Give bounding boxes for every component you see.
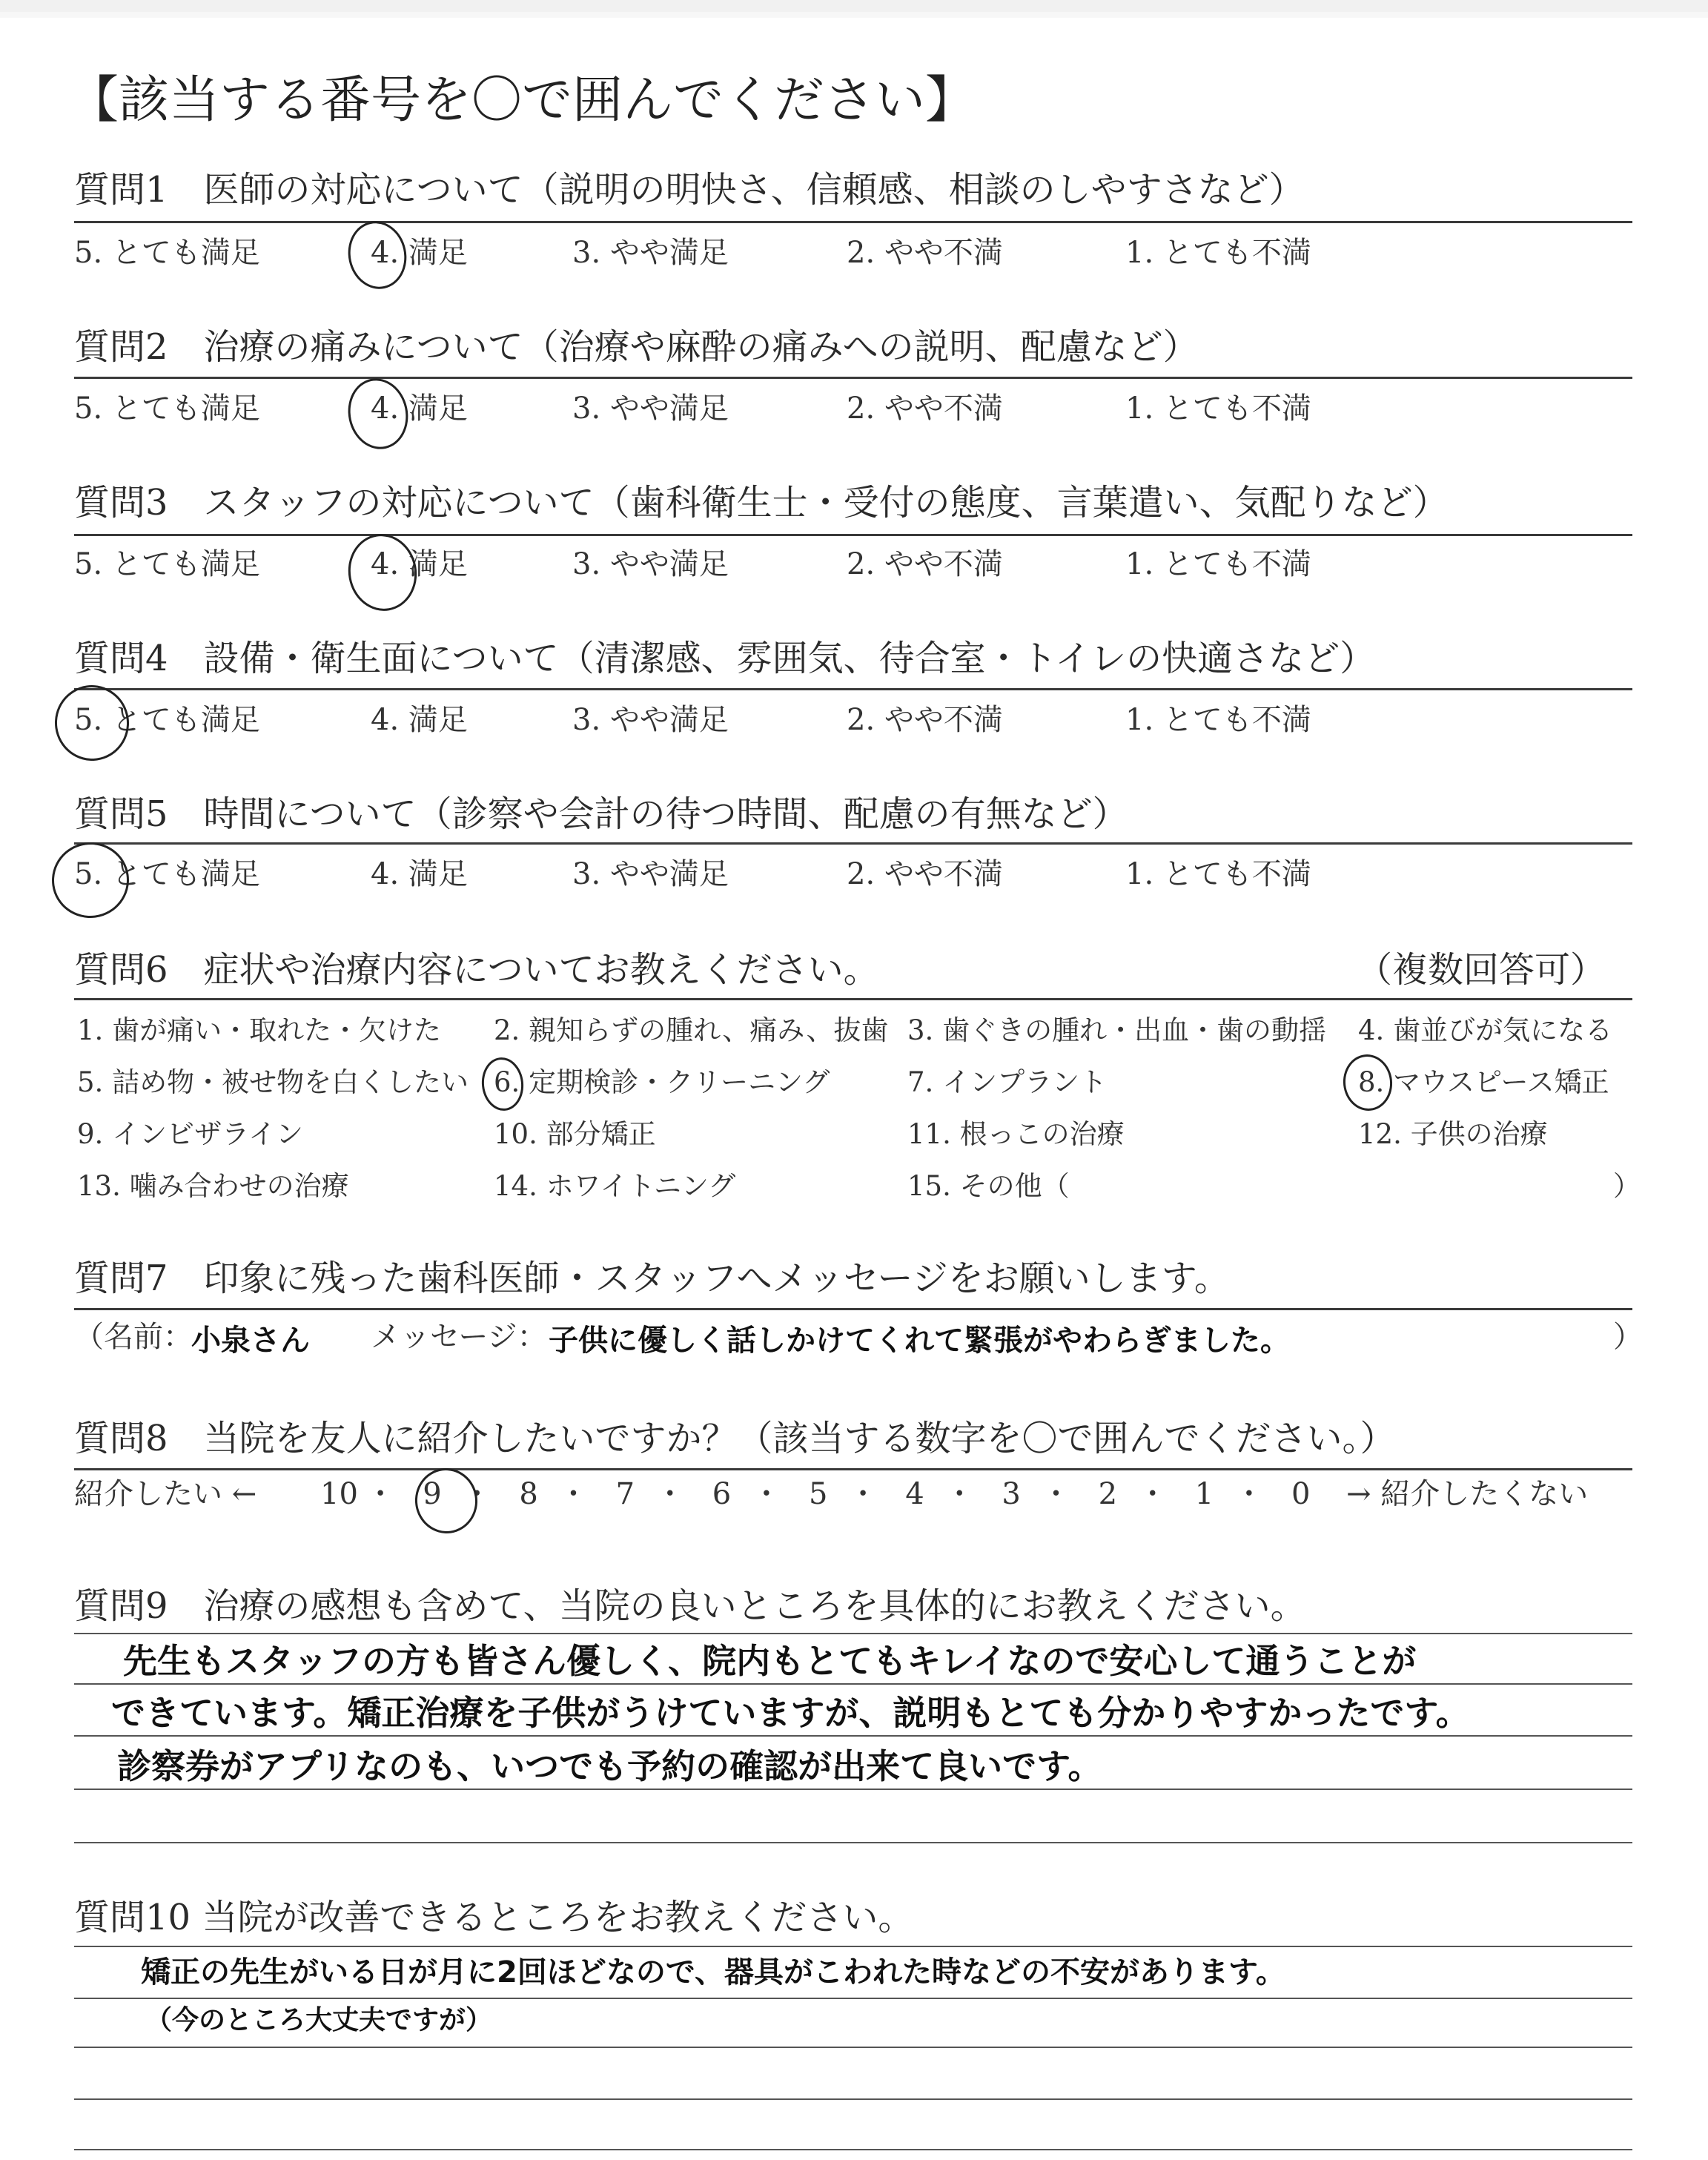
q8-scale-dot: ・ [944,1477,975,1511]
q2-title: 質問2 治療の痛みについて（治療や麻酔の痛みへの説明、配慮など） [74,326,1199,368]
q7-close-paren: ） [1613,1320,1643,1354]
q8-scale-dot: ・ [655,1477,685,1511]
q8-right-label: → 紹介したくない [1346,1477,1589,1511]
q10-line-1 [74,1998,1632,1999]
scan-top-edge [0,0,1708,12]
q6-rule [74,998,1632,1000]
q8-scale-value-0[interactable]: 0 [1291,1477,1311,1511]
q2-rule [74,377,1632,379]
q10-line-0 [74,1946,1632,1947]
q10-line-2 [74,2047,1632,2048]
q10-line-4 [74,2149,1632,2150]
q2-selection-circle [342,373,414,455]
q8-scale-value-8[interactable]: 8 [519,1477,538,1511]
q8-scale-value-4[interactable]: 4 [905,1477,924,1511]
q4-option-4[interactable]: 4. 満足 [371,703,468,737]
q7-message-label: メッセージ： [371,1320,547,1354]
q6-item-10[interactable]: 10. 部分矯正 [494,1118,656,1150]
q2-option-4[interactable]: 4. 満足 [371,392,468,426]
q8-scale-value-3[interactable]: 3 [1002,1477,1021,1511]
q2-option-2[interactable]: 2. やや不満 [847,392,1003,426]
q8-scale-value-1[interactable]: 1 [1194,1477,1214,1511]
q9-answer-line-3[interactable]: 診察券がアプリなのも、いつでも予約の確認が出来て良いです。 [117,1746,1102,1786]
q5-option-1[interactable]: 1. とても不満 [1125,857,1311,891]
q8-scale-dot: ・ [751,1477,781,1511]
q1-option-1[interactable]: 1. とても不満 [1125,236,1311,270]
q3-rule [74,534,1632,536]
q8-scale-dot: ・ [365,1477,396,1511]
q1-option-5[interactable]: 5. とても満足 [74,236,260,270]
q7-title: 質問7 印象に残った歯科医師・スタッフへメッセージをお願いします。 [74,1258,1230,1299]
q4-selection-circle [50,681,133,766]
q6-item-1[interactable]: 1. 歯が痛い・取れた・欠けた [77,1014,442,1046]
q5-option-2[interactable]: 2. やや不満 [847,857,1003,891]
q2-option-1[interactable]: 1. とても不満 [1125,392,1311,426]
q6-selection-circle-8 [1340,1052,1395,1113]
q6-item-2[interactable]: 2. 親知らずの腫れ、痛み、抜歯 [494,1014,889,1046]
q6-item-4[interactable]: 4. 歯並びが気になる [1358,1014,1613,1046]
q3-option-3[interactable]: 3. やや満足 [572,547,729,581]
q6-multi-answer-note: （複数回答可） [1357,949,1606,991]
q8-scale-dot: ・ [1234,1477,1264,1511]
q9-line-0 [74,1633,1632,1634]
q4-option-1[interactable]: 1. とても不満 [1125,703,1311,737]
q6-item-15-close: ） [1613,1170,1641,1202]
q5-option-3[interactable]: 3. やや満足 [572,857,729,891]
q9-line-2 [74,1735,1632,1737]
q1-rule [74,221,1632,223]
q10-answer-line-1[interactable]: 矯正の先生がいる日が月に2回ほどなので、器具がこわれた時などの不安があります。 [141,1955,1285,1989]
q8-scale-dot: ・ [558,1477,589,1511]
q4-option-2[interactable]: 2. やや不満 [847,703,1003,737]
q8-scale-value-9[interactable]: 9 [423,1477,442,1511]
q1-option-2[interactable]: 2. やや不満 [847,236,1003,270]
q7-message-handwritten[interactable]: 子供に優しく話しかけてくれて緊張がやわらぎました。 [549,1324,1290,1358]
q8-scale-value-10[interactable]: 10 [320,1477,358,1511]
q1-title: 質問1 医師の対応について（説明の明快さ、信頼感、相談のしやすさなど） [74,169,1305,211]
q6-item-9[interactable]: 9. インビザライン [77,1118,303,1150]
q6-item-13[interactable]: 13. 噛み合わせの治療 [77,1170,349,1202]
q2-option-3[interactable]: 3. やや満足 [572,392,729,426]
q8-rule [74,1468,1632,1470]
form-heading: 【該当する番号を〇で囲んでください】 [68,71,976,130]
q8-scale-value-6[interactable]: 6 [712,1477,732,1511]
q4-option-3[interactable]: 3. やや満足 [572,703,729,737]
q5-option-5[interactable]: 5. とても満足 [74,857,260,891]
q5-selection-circle [47,837,133,922]
q9-answer-line-2[interactable]: できています。矯正治療を子供がうけていますが、説明もとても分かりやすかったです。 [111,1693,1470,1733]
q8-scale-dot: ・ [462,1477,492,1511]
scan-top-edge-shade [0,12,1708,18]
q6-item-11[interactable]: 11. 根っこの治療 [907,1118,1125,1150]
q9-line-1 [74,1683,1632,1685]
q1-option-4[interactable]: 4. 満足 [371,236,468,270]
q5-title: 質問5 時間について（診察や会計の待つ時間、配慮の有無など） [74,793,1128,835]
q3-option-2[interactable]: 2. やや不満 [847,547,1003,581]
q4-title: 質問4 設備・衛生面について（清潔感、雰囲気、待合室・トイレの快適さなど） [74,638,1376,679]
q6-item-8[interactable]: 8. マウスピース矯正 [1358,1066,1609,1098]
q10-line-3 [74,2098,1632,2100]
q8-scale-dot: ・ [1137,1477,1168,1511]
q4-rule [74,688,1632,690]
q6-item-6[interactable]: 6. 定期検診・クリーニング [494,1066,830,1098]
q1-option-3[interactable]: 3. やや満足 [572,236,729,270]
q6-item-15[interactable]: 15. その他（ [907,1170,1070,1202]
q8-scale-value-5[interactable]: 5 [809,1477,828,1511]
q9-line-3 [74,1789,1632,1790]
q3-option-5[interactable]: 5. とても満足 [74,547,260,581]
q6-item-5[interactable]: 5. 詰め物・被せ物を白くしたい [77,1066,469,1098]
q5-option-4[interactable]: 4. 満足 [371,857,468,891]
q3-title: 質問3 スタッフの対応について（歯科衛生士・受付の態度、言葉遣い、気配りなど） [74,482,1449,524]
q3-option-4[interactable]: 4. 満足 [371,547,468,581]
q3-option-1[interactable]: 1. とても不満 [1125,547,1311,581]
q8-scale-dot: ・ [848,1477,878,1511]
q6-item-3[interactable]: 3. 歯ぐきの腫れ・出血・歯の動揺 [907,1014,1327,1046]
q4-option-5[interactable]: 5. とても満足 [74,703,260,737]
q7-name-label: （名前： [74,1320,193,1354]
q6-title: 質問6 症状や治療内容についてお教えください。 [74,949,879,991]
q10-title: 質問10 当院が改善できるところをお教えください。 [74,1897,914,1938]
q6-item-14[interactable]: 14. ホワイトニング [494,1170,736,1202]
q1-selection-circle [342,216,412,294]
q10-answer-line-2[interactable]: （今のところ大丈夫ですが） [145,2005,493,2035]
q9-title: 質問9 治療の感想も含めて、当院の良いところを具体的にお教えください。 [74,1585,1306,1627]
q5-rule [74,842,1632,845]
q3-selection-circle [342,529,423,616]
q7-name-handwritten[interactable]: 小泉さん [191,1324,310,1358]
q8-title: 質問8 当院を友人に紹介したいですか？（該当する数字を〇で囲んでください。） [74,1418,1396,1459]
q6-selection-circle-6 [479,1055,526,1112]
q6-item-7[interactable]: 7. インプラント [907,1066,1108,1098]
q6-item-12[interactable]: 12. 子供の治療 [1358,1118,1548,1150]
q8-scale-value-2[interactable]: 2 [1098,1477,1118,1511]
q9-line-4 [74,1842,1632,1843]
q7-rule [74,1308,1632,1310]
q2-option-5[interactable]: 5. とても満足 [74,392,260,426]
q9-answer-line-1[interactable]: 先生もスタッフの方も皆さん優しく、院内もとてもキレイなので安心して通うことが [123,1641,1417,1681]
q8-scale-value-7[interactable]: 7 [615,1477,635,1511]
q8-scale-dot: ・ [1041,1477,1071,1511]
q8-left-label: 紹介したい ← [74,1477,257,1511]
